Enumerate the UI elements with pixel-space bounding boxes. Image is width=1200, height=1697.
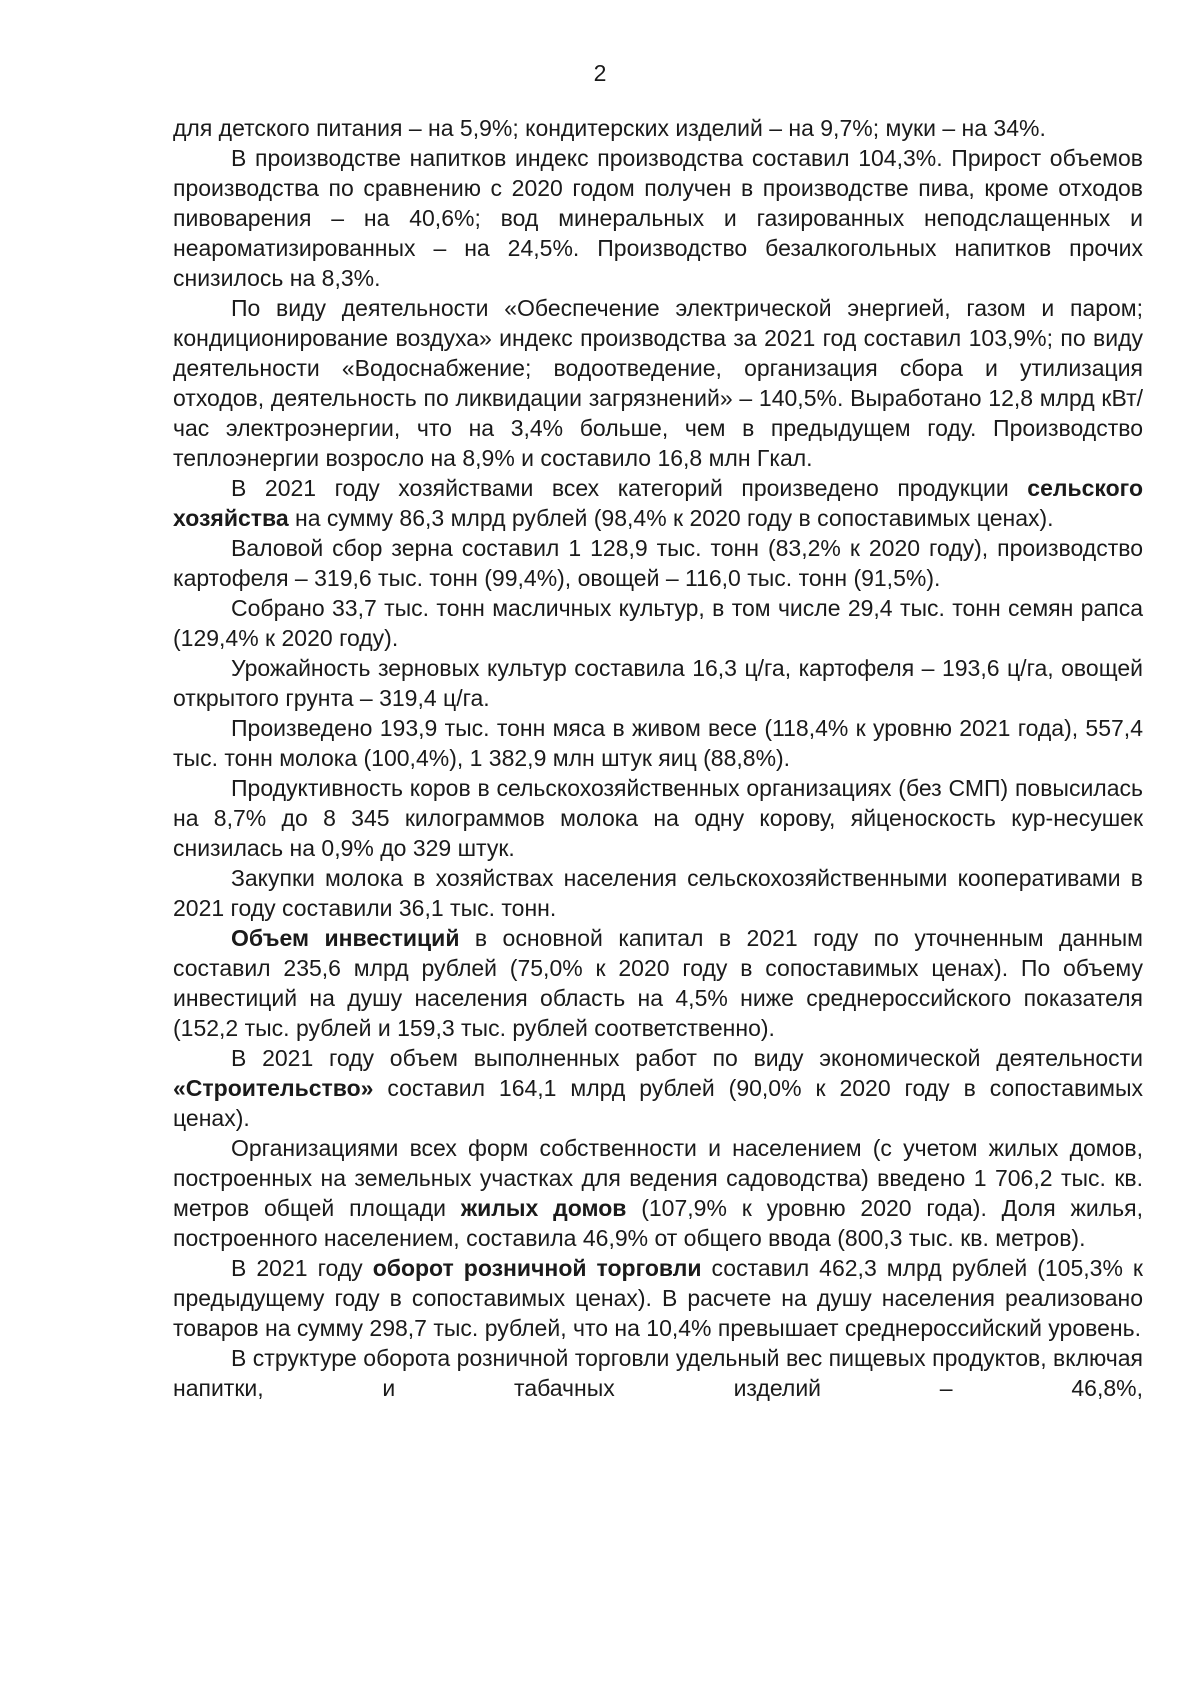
paragraph-food-production-end: для детского питания – на 5,9%; кондитерских изделий – на 9,7%; муки – на 34%. xyxy=(173,115,1046,141)
paragraph-construction xyxy=(173,1043,1143,1133)
text-run: составил 164,1 млрд рублей (90,0% к 2020 году в сопоставимых ценах). xyxy=(173,1075,1143,1131)
text-run: составил 462,3 млрд рублей (105,3% к предыдущему году в сопоставимых ценах). В расчете на душу населения реализовано товаров на сумму 298,7 тыс. рублей, что на 10,4% превышает среднероссийский уровень. xyxy=(173,1255,1143,1341)
paragraph-energy: По виду деятельности «Обеспечение электрической энергией, газом и паром; кондиционирование воздуха» индекс производства за 2021 год составил 103,9%; по виду деятельности «Водоснабжение; водоотведение, организация сбора и утилизация отходов, деятельность по ликвидации загрязнений» – 140,5%. Выработано 12,8 млрд кВт/час электроэнергии, что на 3,4% больше, чем в предыдущем году. Производство теплоэнергии возросло на 8,9% и составило 16,8 млн Гкал. xyxy=(173,295,1143,471)
paragraph-oilseeds: Собрано 33,7 тыс. тонн масличных культур, в том числе 29,4 тыс. тонн семян рапса (129,4% к 2020 году). xyxy=(173,595,1143,651)
bold-term-housing: жилых домов xyxy=(460,1195,627,1221)
bold-term-retail: оборот розничной торговли xyxy=(372,1255,702,1281)
paragraph-crop-yield: Урожайность зерновых культур составила 16,3 ц/га, картофеля – 193,6 ц/га, овощей открытого грунта – 319,4 ц/га. xyxy=(173,655,1143,711)
text-run: Организациями всех форм собственности и населением (с учетом жилых домов, построенных на земельных участках для ведения садоводства) введено 1 706,2 тыс. кв. метров общей площади xyxy=(173,1135,1143,1221)
paragraph-beverages: В производстве напитков индекс производства составил 104,3%. Прирост объемов производства по сравнению с 2020 годом получен в производстве пива, кроме отходов пивоварения – на 40,6%; вод минеральных и газированных неподслащенных и неароматизированных – на 24,5%. Производство безалкогольных напитков прочих снизилось на 8,3%. xyxy=(173,145,1143,291)
paragraph-grain-harvest: Валовой сбор зерна составил 1 128,9 тыс. тонн (83,2% к 2020 году), производство картофеля – 319,6 тыс. тонн (99,4%), овощей – 116,0 тыс. тонн (91,5%). xyxy=(173,535,1143,591)
paragraph-retail xyxy=(173,1253,1143,1343)
paragraph-agriculture xyxy=(173,473,1143,533)
paragraph-milk-purchases: Закупки молока в хозяйствах населения сельскохозяйственными кооперативами в 2021 году составили 36,1 тыс. тонн. xyxy=(173,865,1143,921)
text-run: в основной капитал в 2021 году по уточненным данным составил 235,6 млрд рублей (75,0% к 2020 году в сопоставимых ценах). По объему инвестиций на душу населения область на 4,5% ниже среднероссийского показателя (152,2 тыс. рублей и 159,3 тыс. рублей соответственно). xyxy=(173,925,1143,1041)
paragraph-investments xyxy=(173,923,1143,1043)
document-body xyxy=(173,113,1143,1403)
bold-term-construction: «Строительство» xyxy=(173,1075,374,1101)
bold-term-investments: Объем инвестиций xyxy=(231,925,460,951)
text-run: В 2021 году xyxy=(231,1255,373,1281)
paragraph-retail-structure: В структуре оборота розничной торговли удельный вес пищевых продуктов, включая напитки, и табачных изделий – 46,8%, xyxy=(173,1345,1143,1401)
text-run: (107,9% к уровню 2020 года). Доля жилья, построенного населением, составила 46,9% от общего ввода (800,3 тыс. кв. метров). xyxy=(173,1195,1143,1251)
paragraph-housing xyxy=(173,1133,1143,1253)
text-run: В 2021 году хозяйствами всех категорий произведено продукции xyxy=(231,475,1028,501)
text-run: на сумму 86,3 млрд рублей (98,4% к 2020 году в сопоставимых ценах). xyxy=(288,505,1054,531)
text-run: В 2021 году объем выполненных работ по виду экономической деятельности xyxy=(231,1045,1143,1071)
paragraph-productivity: Продуктивность коров в сельскохозяйственных организациях (без СМП) повысилась на 8,7% до 8 345 килограммов молока на одну корову, яйценоскость кур-несушек снизилась на 0,9% до 329 штук. xyxy=(173,775,1143,861)
paragraph-livestock: Произведено 193,9 тыс. тонн мяса в живом весе (118,4% к уровню 2021 года), 557,4 тыс. тонн молока (100,4%), 1 382,9 млн штук яиц (88,8%). xyxy=(173,715,1143,771)
bold-term-agriculture: сельского хозяйства xyxy=(173,475,1143,531)
page-number: 2 xyxy=(593,60,607,86)
